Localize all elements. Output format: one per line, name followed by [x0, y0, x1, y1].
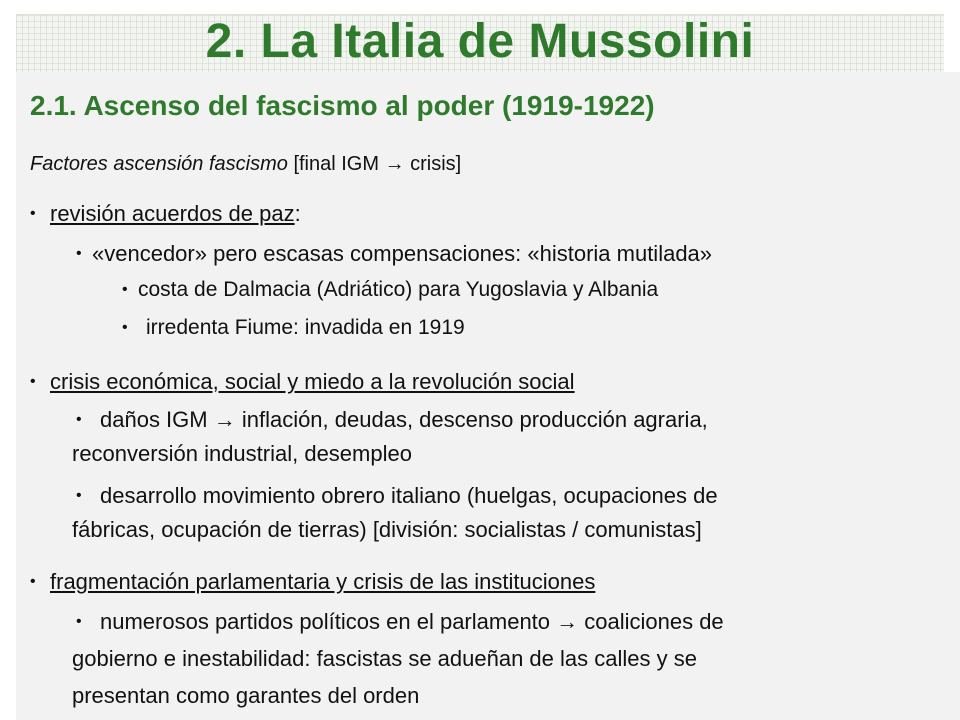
- intro-line: [30, 150, 461, 178]
- section-1-heading: [50, 200, 301, 228]
- section-subtitle: 2.1. Ascenso del fascismo al poder (1919-1922): [30, 90, 655, 121]
- section-2-heading-text: crisis económica, social y miedo a la revolución social: [50, 369, 575, 394]
- section-3-item-1-line-2: gobierno e inestabilidad: fascistas se adueñan de las calles y se: [72, 646, 697, 671]
- section-1-heading-suffix: :: [294, 201, 301, 226]
- section-2-item-2-line-2: fábricas, ocupación de tierras) [división: socialistas / comunistas]: [72, 517, 702, 542]
- section-3-item-1-line-3: presentan como garantes del orden: [72, 683, 420, 708]
- bullet-icon: •: [122, 281, 128, 298]
- intro-rest: [final IGM → crisis]: [287, 153, 462, 175]
- bullet-icon: •: [76, 613, 82, 630]
- section-2-item-1-line-2: reconversión industrial, desempleo: [72, 441, 412, 466]
- section-3-heading-text: fragmentación parlamentaria y crisis de las instituciones: [50, 569, 596, 594]
- section-1-heading-text: revisión acuerdos de paz: [50, 201, 295, 226]
- bullet-icon: •: [76, 245, 82, 262]
- section-1-item-1: «vencedor» pero escasas compensaciones: «historia mutilada»: [92, 241, 713, 266]
- bullet-icon: •: [76, 411, 82, 428]
- section-1-item-1a: costa de Dalmacia (Adriático) para Yugoslavia y Albania: [138, 278, 659, 301]
- bullet-icon: •: [122, 319, 128, 336]
- bullet-icon: •: [30, 573, 36, 590]
- section-3-item-1-line-1: numerosos partidos políticos en el parlamento → coaliciones de: [100, 609, 724, 634]
- section-3-heading: [50, 568, 595, 596]
- section-2-item-2-line-1: desarrollo movimiento obrero italiano (huelgas, ocupaciones de: [100, 483, 718, 508]
- section-2-heading: [50, 368, 575, 396]
- bullet-icon: •: [30, 205, 36, 222]
- bullet-icon: •: [76, 487, 82, 504]
- section-1-item-1b: irredenta Fiume: invadida en 1919: [146, 316, 465, 339]
- bullet-icon: •: [30, 373, 36, 390]
- section-2-item-1-line-1: daños IGM → inflación, deudas, descenso producción agraria,: [100, 407, 708, 432]
- page-title: 2. La Italia de Mussolini: [205, 15, 755, 68]
- intro-italic: Factores ascensión fascismo: [30, 153, 288, 175]
